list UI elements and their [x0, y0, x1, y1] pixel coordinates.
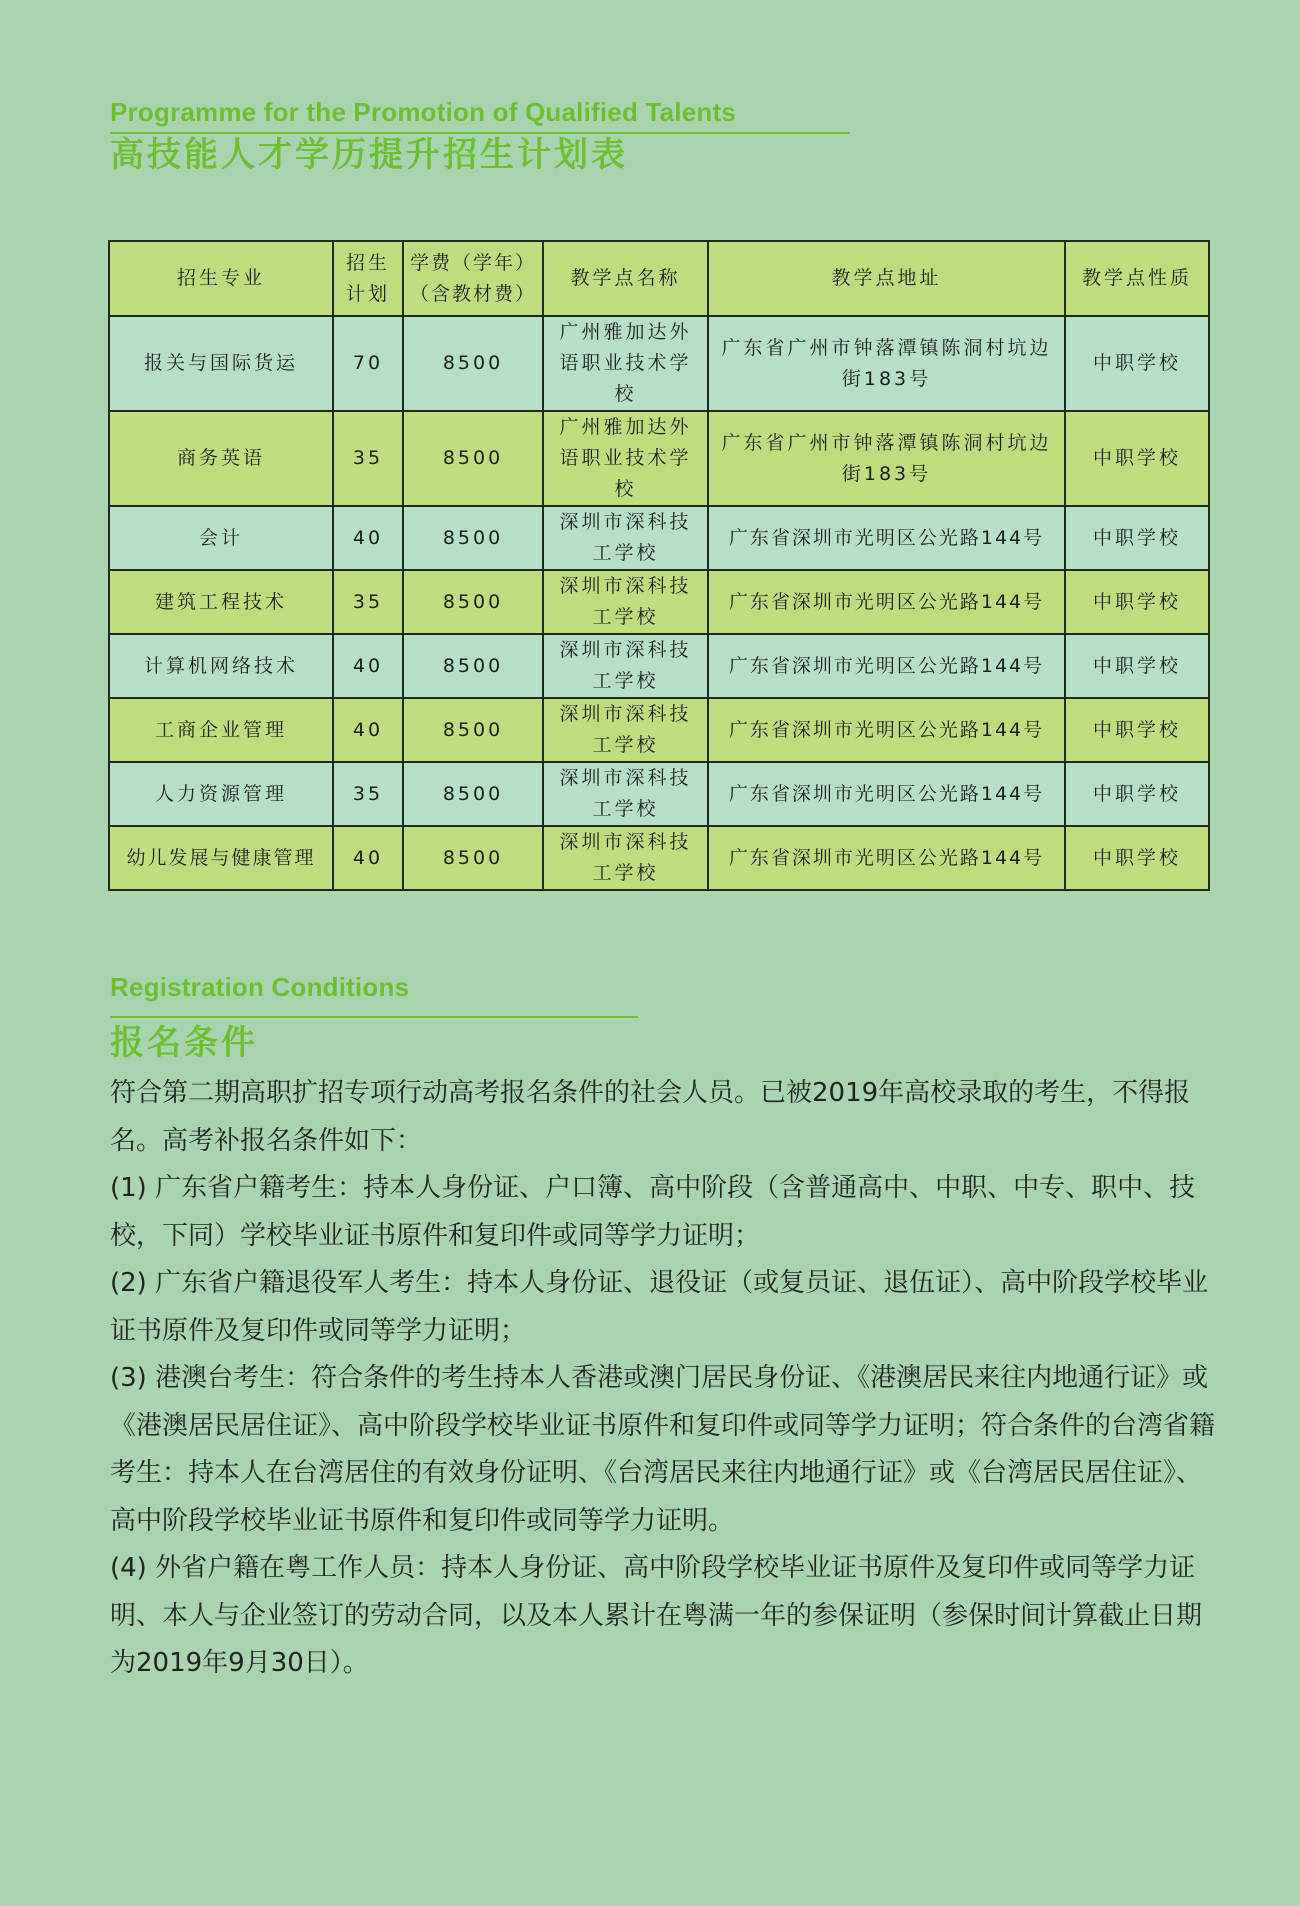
site-address-text: 广东省深圳市光明区公光路144号: [728, 718, 1045, 741]
site-name-text: 深圳市深科技工学校: [559, 639, 692, 692]
cell-plan: 40: [333, 826, 403, 890]
cell-fee: 8500: [403, 570, 543, 634]
cell-fee: 8500: [403, 826, 543, 890]
cell-plan: 35: [333, 570, 403, 634]
condition-item-3: (3) 港澳台考生：符合条件的考生持本人香港或澳门居民身份证、《港澳居民来往内地通行证》或《港澳居民居住证》、高中阶段学校毕业证书原件和复印件或同等学力证明；符合条件的台湾省籍考生：持本人在台湾居住的有效身份证明、《台湾居民来往内地通行证》或《台湾居民居住证》、高中阶段学校毕业证书原件和复印件或同等学力证明。: [110, 1363, 1216, 1536]
cell-site-type: 中职学校: [1065, 698, 1209, 762]
cell-site-address: [708, 634, 1065, 698]
cell-site-type: 中职学校: [1065, 762, 1209, 826]
cell-plan: 40: [333, 698, 403, 762]
program-section-header: [110, 97, 850, 176]
site-address-text: 广东省深圳市光明区公光路144号: [728, 526, 1045, 549]
cell-major: 人力资源管理: [109, 762, 333, 826]
header-site-type: 教学点性质: [1065, 241, 1209, 316]
table-row: [109, 634, 1209, 698]
cell-site-type: 中职学校: [1065, 411, 1209, 506]
site-address-text: 广东省深圳市光明区公光路144号: [728, 590, 1045, 613]
header-site-name: 教学点名称: [543, 241, 708, 316]
cell-plan: 70: [333, 316, 403, 411]
cell-site-address: [708, 316, 1065, 411]
site-name-text: 深圳市深科技工学校: [559, 575, 692, 628]
cell-fee: 8500: [403, 411, 543, 506]
cell-site-address: [708, 570, 1065, 634]
cell-major: 建筑工程技术: [109, 570, 333, 634]
site-name-text: 深圳市深科技工学校: [559, 703, 692, 756]
table-row: [109, 506, 1209, 570]
condition-item-2: (2) 广东省户籍退役军人考生：持本人身份证、退役证（或复员证、退伍证）、高中阶段学校毕业证书原件及复印件或同等学力证明；: [110, 1268, 1209, 1346]
site-address-text: 广东省广州市钟落潭镇陈洞村坑边街183号: [721, 431, 1052, 485]
cell-site-type: 中职学校: [1065, 826, 1209, 890]
table-header-row: [109, 241, 1209, 316]
condition-item-4: (4) 外省户籍在粤工作人员：持本人身份证、高中阶段学校毕业证书原件及复印件或同等学力证明、本人与企业签订的劳动合同，以及本人累计在粤满一年的参保证明（参保时间计算截止日期为2019年9月30日）。: [110, 1553, 1203, 1678]
site-name-text: 广州雅加达外语职业技术学校: [559, 321, 692, 405]
cell-site-name: [543, 411, 708, 506]
cell-plan: 40: [333, 634, 403, 698]
table-row: [109, 826, 1209, 890]
cell-site-name: [543, 316, 708, 411]
conditions-intro: 符合第二期高职扩招专项行动高考报名条件的社会人员。已被2019年高校录取的考生，不得报名。高考补报名条件如下：: [110, 1078, 1191, 1156]
condition-item-1: (1) 广东省户籍考生：持本人身份证、户口簿、高中阶段（含普通高中、中职、中专、职中、技校，下同）学校毕业证书原件和复印件或同等学力证明；: [110, 1173, 1196, 1251]
cell-fee: 8500: [403, 762, 543, 826]
cell-site-name: [543, 698, 708, 762]
registration-section-header: [110, 972, 638, 1064]
table-row: [109, 698, 1209, 762]
table-row: [109, 316, 1209, 411]
header-fee: [403, 241, 543, 316]
header-fee-line1: 学费（学年）: [409, 251, 536, 274]
site-address-text: 广东省深圳市光明区公光路144号: [728, 782, 1045, 805]
cell-site-name: [543, 826, 708, 890]
site-address-text: 广东省深圳市光明区公光路144号: [728, 654, 1045, 677]
header-fee-line2: （含教材费）: [409, 282, 536, 305]
header-site-address: 教学点地址: [708, 241, 1065, 316]
cell-plan: 40: [333, 506, 403, 570]
registration-cn-title: 报名条件: [110, 1023, 258, 1063]
program-en-title: Programme for the Promotion of Qualified Talents: [110, 97, 736, 127]
site-name-text: 广州雅加达外语职业技术学校: [559, 416, 692, 500]
enrollment-plan-table: [108, 240, 1210, 891]
cell-site-type: 中职学校: [1065, 570, 1209, 634]
cell-site-address: [708, 698, 1065, 762]
header-plan-label: 招生计划: [346, 251, 391, 305]
cell-site-name: [543, 634, 708, 698]
header-major: 招生专业: [109, 241, 333, 316]
cell-site-type: 中职学校: [1065, 316, 1209, 411]
cell-major: 计算机网络技术: [109, 634, 333, 698]
cell-site-type: 中职学校: [1065, 634, 1209, 698]
title-divider: [110, 1016, 638, 1018]
cell-plan: 35: [333, 411, 403, 506]
table-row: [109, 411, 1209, 506]
cell-site-name: [543, 506, 708, 570]
cell-major: 幼儿发展与健康管理: [109, 826, 333, 890]
cell-plan: 35: [333, 762, 403, 826]
cell-site-address: [708, 762, 1065, 826]
cell-fee: 8500: [403, 316, 543, 411]
site-name-text: 深圳市深科技工学校: [559, 767, 692, 820]
cell-site-address: [708, 826, 1065, 890]
cell-major: 工商企业管理: [109, 698, 333, 762]
registration-en-title: Registration Conditions: [110, 972, 410, 1002]
header-plan: [333, 241, 403, 316]
table-row: [109, 762, 1209, 826]
site-name-text: 深圳市深科技工学校: [559, 511, 692, 564]
cell-fee: 8500: [403, 698, 543, 762]
table-row: [109, 570, 1209, 634]
cell-major: 会计: [109, 506, 333, 570]
cell-fee: 8500: [403, 634, 543, 698]
cell-site-type: 中职学校: [1065, 506, 1209, 570]
cell-fee: 8500: [403, 506, 543, 570]
registration-conditions-body: [110, 1070, 1220, 1688]
cell-site-name: [543, 762, 708, 826]
cell-site-name: [543, 570, 708, 634]
site-address-text: 广东省广州市钟落潭镇陈洞村坑边街183号: [721, 336, 1052, 390]
cell-major: 商务英语: [109, 411, 333, 506]
cell-major: 报关与国际货运: [109, 316, 333, 411]
program-cn-title: 高技能人才学历提升招生计划表: [110, 135, 628, 175]
site-address-text: 广东省深圳市光明区公光路144号: [728, 846, 1045, 869]
cell-site-address: [708, 506, 1065, 570]
cell-site-address: [708, 411, 1065, 506]
site-name-text: 深圳市深科技工学校: [559, 831, 692, 884]
